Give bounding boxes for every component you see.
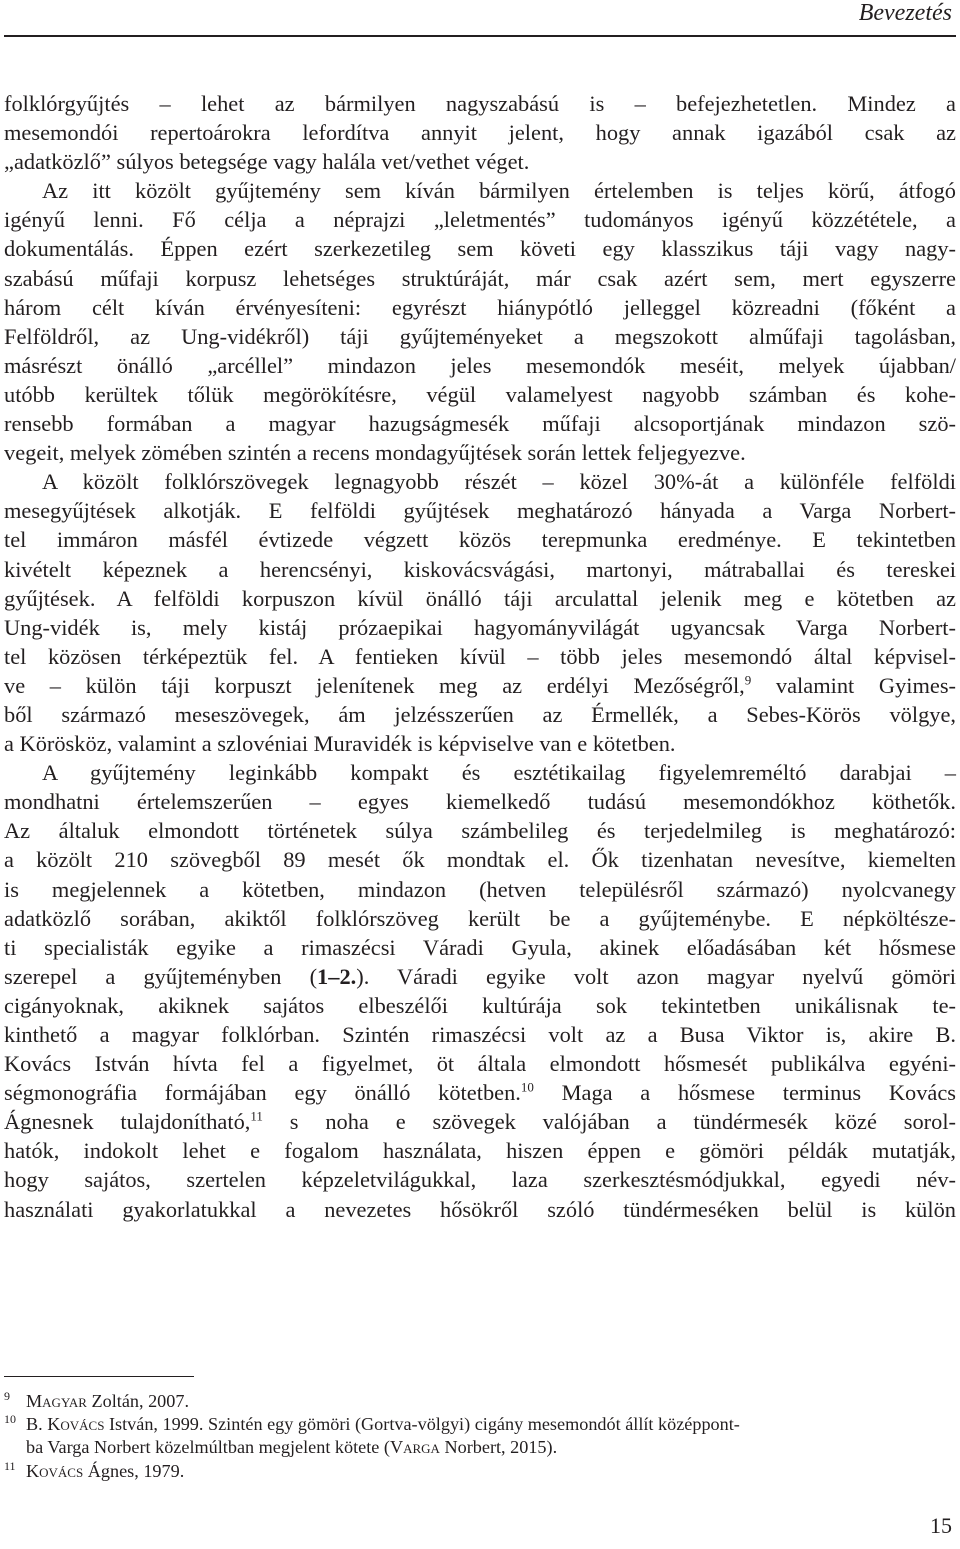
text-line bbox=[4, 555, 956, 584]
text-line bbox=[4, 584, 956, 613]
footnote: 11 Kovács Ágnes, 1979. bbox=[4, 1460, 956, 1483]
line-text: Felföldről, az Ung-vidékről) táji gyűjteményeket a megszokott alműfaji tagolásban, bbox=[4, 323, 956, 349]
line-text: mesemondói repertoárokra lefordítva annyit jelent, hogy annak igazából csak az bbox=[4, 120, 956, 146]
tale-reference: 1–2. bbox=[317, 963, 357, 989]
line-text: kinthető a magyar folklórban. Szintén rimaszécsi volt az a Busa Viktor is, akire B. bbox=[4, 1022, 956, 1047]
footnote-marker: 10 bbox=[520, 1079, 534, 1095]
line-text: rensebb formában a magyar hazugságmesék műfaji alcsoportjának mindazon szö- bbox=[4, 411, 956, 437]
line-text: „adatközlő” súlyos betegsége vagy halála vet/vethet véget. bbox=[4, 149, 530, 175]
text-line bbox=[4, 467, 956, 496]
text-line bbox=[4, 962, 956, 991]
text-line bbox=[4, 845, 956, 874]
line-text: kivételt képeznek a herencsényi, kiskovácsvágási, martonyi, mátraballai és tereskei bbox=[4, 556, 956, 582]
line-text: gyűjtések. A felföldi korpuszon kívül önálló táji arculattal jelenik meg e kötetben az bbox=[4, 585, 956, 611]
line-text: tel közösen térképeztük fel. A fentieken kívül – több jeles mesemondó által képvisel- bbox=[4, 643, 956, 669]
footnote-number: 9 bbox=[4, 1389, 10, 1403]
text-line bbox=[4, 1165, 956, 1194]
line-text: Az általuk elmondott történetek súlya számbelileg és terjedelmileg is meghatározó: bbox=[4, 818, 956, 844]
text-line bbox=[4, 904, 956, 933]
footnotes bbox=[4, 1390, 956, 1483]
text-line bbox=[4, 234, 956, 263]
line-text: A közölt folklórszövegek legnagyobb részét – közel 30%-át a különféle felföldi bbox=[42, 469, 956, 495]
text-line bbox=[4, 1049, 956, 1078]
author-name: Kovács bbox=[47, 1414, 105, 1435]
text-line bbox=[4, 496, 956, 525]
text-line bbox=[4, 293, 956, 322]
line-text: a közölt 210 szövegből 89 mesét ők mondtak el. Ők tizenhatan nevesítve, kiemelten bbox=[4, 847, 956, 873]
line-text: ségmonográfia formájában egy önálló kötetben.$^{10}$ Maga a hősmese terminus Kovács bbox=[4, 1079, 956, 1106]
text-line bbox=[4, 642, 956, 671]
line-text: Az itt közölt gyűjtemény sem kíván bármilyen értelemben is teljes körű, átfogó bbox=[42, 178, 956, 204]
text-line bbox=[4, 758, 956, 787]
line-text: másrészt önálló „arcéllel” mindazon jeles mesemondók meséit, melyek újabban/ bbox=[4, 352, 956, 378]
text-line bbox=[4, 700, 956, 729]
line-text: Ung-vidék is, mely kistáj prózaepikai hagyományvilágát ugyancsak Varga Norbert- bbox=[4, 614, 956, 640]
line-text: hatók, indokolt lehet e fogalom használata, hiszen éppen e gömöri példák mutatják, bbox=[4, 1138, 956, 1164]
footnote: ba Varga Norbert közelmúltban megjelent kötete (Varga Norbert, 2015). bbox=[26, 1437, 558, 1458]
text-line bbox=[4, 933, 956, 962]
line-text: ti specialisták egyike a rimaszécsi Váradi Gyula, akinek előadásában két hősmese bbox=[4, 934, 956, 960]
page-number: 15 bbox=[930, 1513, 952, 1538]
text-line bbox=[4, 729, 956, 758]
text-line bbox=[4, 875, 956, 904]
text-line bbox=[4, 525, 956, 554]
footnote-number: 11 bbox=[4, 1458, 16, 1473]
text-line bbox=[4, 351, 956, 380]
text-line bbox=[4, 118, 956, 147]
line-text: tel immáron másfél évtizede végzett közös terepmunka eredménye. E tekintetben bbox=[4, 527, 956, 553]
text-line bbox=[4, 816, 956, 845]
text-line bbox=[4, 89, 956, 118]
footnote: 9 Magyar Zoltán, 2007. bbox=[4, 1390, 956, 1413]
text-line bbox=[4, 1136, 956, 1165]
text-line bbox=[4, 991, 956, 1020]
text-line bbox=[4, 1078, 956, 1107]
line-text: Ágnesnek tulajdonítható,$^{11}$ s noha e szövegek valójában a tündérmesék közé sorol- bbox=[4, 1108, 956, 1135]
line-text: használati gyakorlatukkal a nevezetes hősökről szóló tündérmeséken belül is külön bbox=[4, 1196, 956, 1222]
text-line bbox=[4, 671, 956, 700]
text-line bbox=[4, 1020, 956, 1049]
line-text: Kovács István hívta fel a figyelmet, öt általa elmondott hősmesét publikálva egyéni- bbox=[4, 1051, 956, 1077]
text-line bbox=[4, 264, 956, 293]
footnote-number: 10 bbox=[4, 1412, 16, 1427]
line-text: mondhatni értelemszerűen – egyes kiemelkedő tudású mesemondókhoz köthetők. bbox=[4, 789, 956, 815]
text-line bbox=[4, 1107, 956, 1136]
line-text: három célt kíván érvényesíteni: egyrészt hiánypótló jelleggel közreadni (főként a bbox=[4, 294, 956, 320]
line-text: igényű lenni. Fő célja a néprajzi „leletmentés” tudományos igényű közzététele, a bbox=[4, 207, 956, 233]
footnote-rule bbox=[4, 1376, 194, 1377]
text-line bbox=[4, 1195, 956, 1224]
text-line bbox=[4, 176, 956, 205]
footnote: 10 B. Kovács István, 1999. Szintén egy gömöri (Gortva-völgyi) cigány mesemondót állít középpont- bbox=[4, 1413, 956, 1436]
line-text: folklórgyűjtés – lehet az bármilyen nagyszabású is – befejezhetetlen. Mindez a bbox=[4, 91, 956, 116]
line-text: a Körösköz, valamint a szlovéniai Muravidék is képviselve van e kötetben. bbox=[4, 731, 676, 757]
footnote-marker: 11 bbox=[250, 1108, 263, 1124]
author-name: Magyar bbox=[26, 1391, 87, 1411]
author-name: Kovács bbox=[26, 1460, 84, 1481]
line-text: vegeit, melyek zömében szintén a recens mondagyűjtések során lettek feljegyezve. bbox=[4, 440, 746, 466]
text-line bbox=[4, 787, 956, 816]
line-text: utóbb kerültek tőlük megörökítésre, végül valamelyest nagyobb számban és kohe- bbox=[4, 381, 956, 407]
footnote-marker: 9 bbox=[744, 672, 752, 688]
text-line bbox=[4, 409, 956, 438]
text-line bbox=[4, 322, 956, 351]
text-line bbox=[4, 438, 956, 467]
author-name: Varga bbox=[389, 1437, 440, 1458]
line-text: ve – külön táji korpuszt jelenítenek meg az erdélyi Mezőségről,$^9$ valamint Gyimes- bbox=[4, 672, 957, 698]
text-line bbox=[4, 613, 956, 642]
line-text: szerepel a gyűjteményben (1–2.). Váradi egyike volt azon magyar nyelvű gömöri bbox=[4, 963, 956, 989]
line-text: mesegyűjtések alkotják. E felföldi gyűjtések meghatározó hányada a Varga Norbert- bbox=[4, 498, 956, 524]
body-text bbox=[4, 89, 956, 1224]
line-text: adatközlő sorában, akiktől folklórszöveg került be a gyűjteménybe. E népköltésze- bbox=[4, 905, 956, 931]
line-text: cigányoknak, akiknek sajátos elbeszélői kultúrája sok tekintetben unikálisnak te- bbox=[4, 992, 956, 1018]
line-text: ből származó meseszövegek, ám jelzésszerűen az Érmellék, a Sebes-Körös völgye, bbox=[4, 701, 956, 727]
line-text: dokumentálás. Éppen ezért szerkezetileg sem követi egy klasszikus táji vagy nagy- bbox=[4, 236, 956, 262]
line-text: szabású műfaji korpusz lehetséges struktúráját, már csak azért sem, mert egyszerre bbox=[4, 265, 956, 291]
line-text: is megjelennek a kötetben, mindazon (hetven településről származó) nyolcvanegy bbox=[4, 876, 956, 902]
header-rule bbox=[4, 35, 956, 37]
text-line bbox=[4, 380, 956, 409]
line-text: hogy sajátos, szertelen képzeletvilágukkal, laza szerkesztésmódjukkal, egyedi név- bbox=[4, 1167, 956, 1193]
text-line bbox=[4, 205, 956, 234]
line-text: A gyűjtemény leginkább kompakt és esztétikailag figyelemreméltó darabjai – bbox=[42, 760, 956, 786]
running-head: Bevezetés bbox=[858, 0, 952, 26]
text-line bbox=[4, 147, 956, 176]
